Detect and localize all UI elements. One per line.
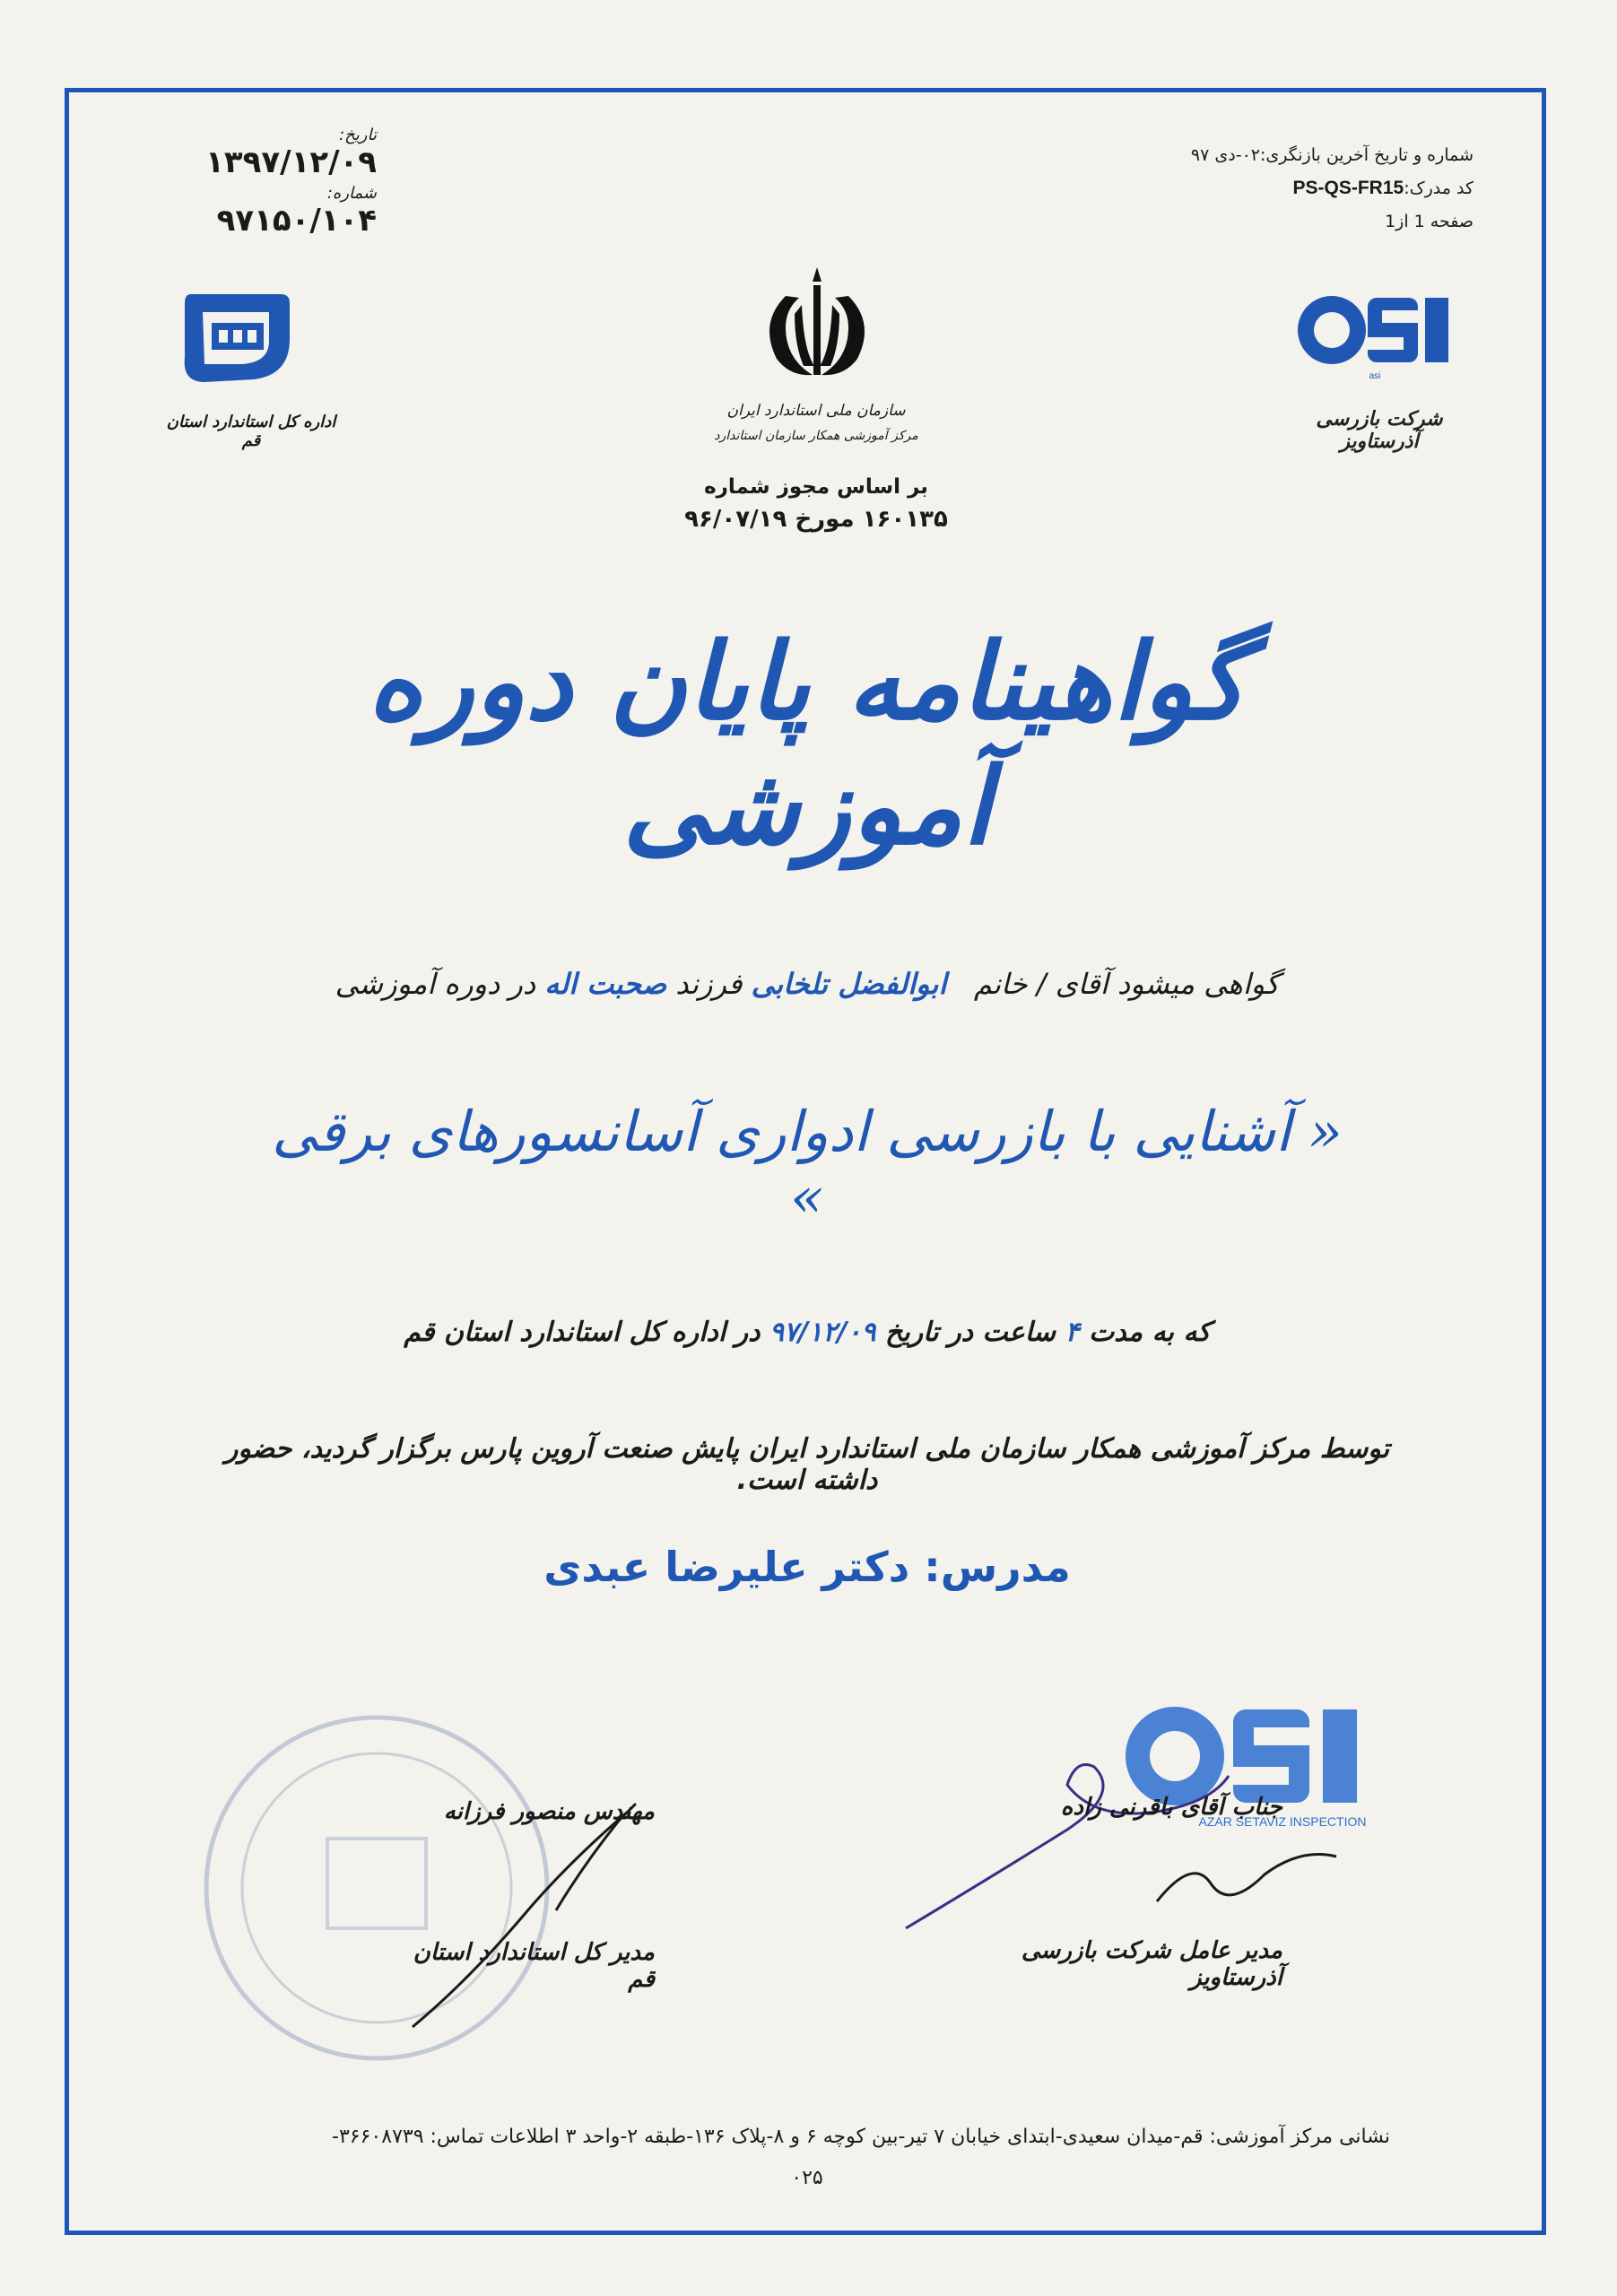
asi-stamp-subtext: AZAR SETAVIZ INSPECTION — [1198, 1814, 1367, 1829]
duration-mid: ساعت در تاریخ — [884, 1317, 1056, 1348]
date-row — [170, 126, 377, 180]
number-label: شماره: — [326, 184, 377, 203]
duration-suffix: در اداره کل استاندارد استان قم — [404, 1317, 761, 1348]
attendee-mid: فرزند — [675, 967, 743, 1001]
footer-address: نشانی مرکز آموزشی: قم-میدان سعیدی-ابتدای خیابان ۷ تیر-بین کوچه ۶ و ۸-پلاک ۱۳۶-طبقه ۲-واحد ۳ اطلاعات تماس: ۳۶۶۰۸۷۳۹- — [332, 2126, 1390, 2148]
revision-text: شماره و تاریخ آخرین بازنگری:۰۲-دی ۹۷ — [1190, 145, 1474, 165]
standard-logo-caption: اداره کل استاندارد استان قم — [166, 413, 336, 450]
number-value: ۹۷۱۵۰/۱۰۴ — [216, 203, 377, 239]
attendee-line — [269, 967, 1345, 1001]
license-label: بر اساس مجوز شماره — [704, 475, 928, 499]
attendee-name: ابوالفضل تلخابی — [751, 967, 947, 1001]
course-name: « آشنایی با بازرسی ادواری آسانسورهای برقی » — [272, 1099, 1343, 1230]
doc-code-row — [935, 178, 1474, 199]
attendee-suffix: در دوره آموزشی — [335, 967, 536, 1001]
standard-logo-icon — [178, 285, 294, 389]
teacher-name: مدرس: دکتر علیرضا عبدی — [543, 1543, 1071, 1591]
doc-code: PS-QS-FR15 — [1292, 178, 1404, 198]
iran-emblem-icon — [750, 260, 884, 386]
asi-logo-icon — [1285, 278, 1465, 386]
organizer-line: توسط مرکز آموزشی همکار سازمان ملی استاندارد ایران پایش صنعت آروین پارس برگزار گردید، حضور داشته است. — [224, 1433, 1390, 1496]
attendee-prefix: گواهی میشود آقای / خانم — [973, 967, 1280, 1001]
signatory-right-name: جناب آقای باقرنی زاده — [1060, 1794, 1282, 1821]
asi-logo-text: asi — [1369, 371, 1381, 381]
course-date: ۹۷/۱۲/۰۹ — [769, 1317, 876, 1348]
signatory-left-role: مدیر کل استاندارد استان قم — [413, 1939, 655, 1993]
doc-code-label: کد مدرک: — [1404, 178, 1474, 198]
father-name: صحبت اله — [544, 967, 667, 1001]
date-label: تاریخ: — [339, 126, 377, 144]
emblem-caption: سازمان ملی استاندارد ایران — [726, 402, 906, 420]
license-number: ۱۶۰۱۳۵ مورخ ۹۶/۰۷/۱۹ — [684, 506, 948, 533]
duration-hours: ۴ — [1065, 1317, 1080, 1348]
duration-line — [269, 1317, 1345, 1348]
certificate-title: گواهینامه پایان دوره آموزشی — [367, 619, 1248, 868]
footer-tail: ۰۲۵ — [791, 2167, 823, 2189]
number-row — [170, 184, 377, 239]
duration-prefix: که به مدت — [1089, 1317, 1211, 1348]
signatory-right-role: مدیر عامل شرکت بازرسی آذرستاویز — [1021, 1937, 1282, 1991]
asi-logo-caption: شرکت بازرسی آذرستاویز — [1316, 408, 1443, 453]
emblem-subcaption: مرکز آموزشی همکار سازمان استاندارد — [714, 429, 918, 443]
signature-right-icon — [888, 1722, 1390, 1946]
page-number-text: صفحه 1 از1 — [1385, 212, 1474, 231]
signatory-left-name: مهندس منصور فرزانه — [443, 1798, 655, 1825]
date-value: ۱۳۹۷/۱۲/۰۹ — [205, 144, 377, 180]
